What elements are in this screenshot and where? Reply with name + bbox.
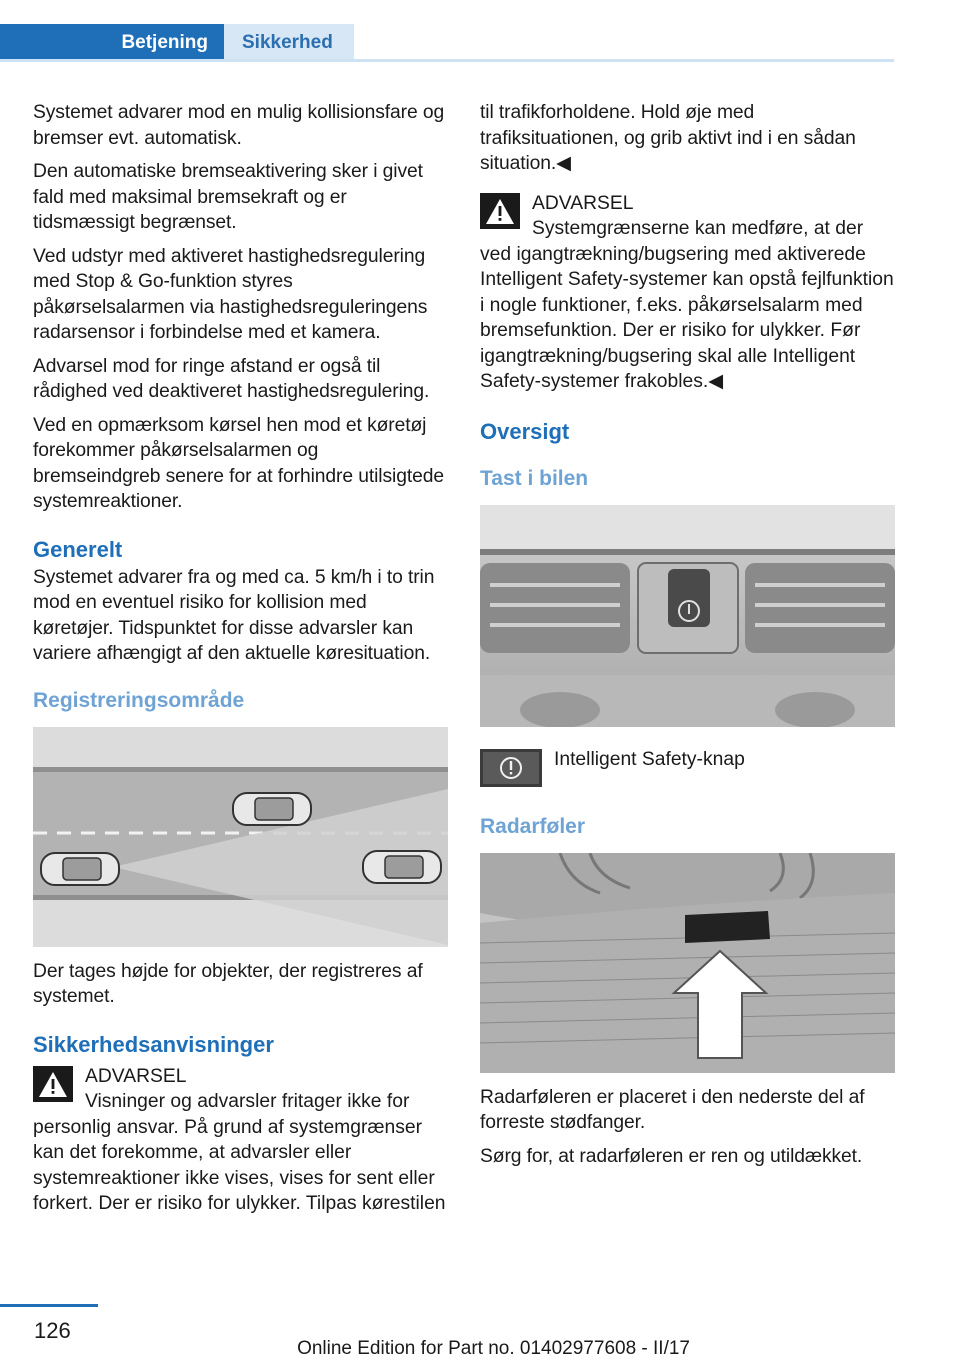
radar-sensor bbox=[685, 911, 770, 943]
paragraph: Systemet advarer mod en mulig kollisionsfare og bremser evt. automatisk. bbox=[33, 102, 445, 149]
warning-block bbox=[480, 191, 896, 395]
heading-tast-i-bilen: Tast i bilen bbox=[480, 466, 589, 490]
heading-generelt: Generelt bbox=[33, 536, 123, 562]
page-number: 126 bbox=[34, 1318, 71, 1343]
heading-oversigt: Oversigt bbox=[480, 418, 570, 444]
warning-text: Visninger og advarsler fritager ikke for personlig ansvar. På grund af systemgrænser kan det forekomme, at advarsler eller systemreaktioner ikke vises, vises for sent eller forkert. Der er risiko for ulykker. Tilpas kørestilen bbox=[33, 1091, 446, 1214]
paragraph: Sørg for, at radarføleren er ren og utildækket. bbox=[480, 1145, 863, 1167]
header-divider bbox=[0, 59, 894, 62]
dashboard-button-photo bbox=[480, 505, 895, 727]
paragraph: Advarsel mod for ringe afstand er også til rådighed ved deaktiveret hastighedsregulering. bbox=[33, 355, 430, 402]
heading-registreringsomraade: Registreringsområde bbox=[33, 688, 245, 712]
warning-triangle-icon bbox=[33, 1066, 73, 1102]
car-icon bbox=[233, 793, 311, 825]
paragraph: Ved udstyr med aktiveret hastighedsregulering med Stop & Go-funktion styres påkørselsalarmen via hastighedsreguleringens radarsensor i forbindelse med et kamera. bbox=[33, 245, 428, 343]
paragraph: til trafikforholdene. Hold øje med trafiksituationen, og grib aktivt ind i en sådan situation.◀ bbox=[480, 102, 856, 174]
paragraph: Den automatiske bremseaktivering sker i givet fald med maksimal bremsekraft og er tidsmæssigt begrænset. bbox=[33, 161, 423, 233]
tab-betjening[interactable]: Betjening bbox=[0, 24, 224, 62]
warning-text: Systemgrænserne kan medføre, at der ved igangtrækning/bugsering med aktiverede Intelligent Safety-systemer kan opstå fejlfunktion i nogle funktioner, f.eks. påkørselsalarm med bremsefunktion. Der er risiko for ulykker. Før igangtrækning/bugsering skal alle Intelligent Safety-systemer frakobles.◀ bbox=[480, 218, 894, 392]
footer-divider bbox=[0, 1304, 98, 1307]
heading-radarfoeler: Radarføler bbox=[480, 814, 586, 838]
warning-title: ADVARSEL bbox=[85, 1065, 187, 1087]
warning-block bbox=[33, 1064, 448, 1217]
edition-note: Online Edition for Part no. 01402977608 - II/17 bbox=[297, 1338, 690, 1359]
paragraph: Ved en opmærksom kørsel hen mod et køretøj forekommer påkørselsalarmen og bremseindgreb senere for at forhindre utilsigtede systemreaktioner. bbox=[33, 414, 444, 512]
tab-sikkerhed[interactable]: Sikkerhed bbox=[224, 24, 354, 59]
paragraph: Radarføleren er placeret i den nederste del af forreste stødfanger. bbox=[480, 1086, 865, 1133]
figure-caption: Der tages højde for objekter, der registreres af systemet. bbox=[33, 960, 423, 1007]
warning-title: ADVARSEL bbox=[532, 192, 634, 214]
header-tabs bbox=[0, 24, 894, 62]
car-icon bbox=[41, 853, 119, 885]
paragraph: Systemet advarer fra og med ca. 5 km/h i to trin mod en eventuel risiko for kollision med køretøjer. Tidspunktet for disse advarsler kan variere afhængigt af den aktuelle køresituation. bbox=[33, 566, 435, 664]
right-column bbox=[480, 100, 896, 1177]
car-icon bbox=[363, 851, 441, 883]
intelligent-safety-button bbox=[668, 569, 710, 627]
warning-triangle-icon bbox=[480, 193, 520, 229]
radar-sensor-photo bbox=[480, 853, 895, 1073]
heading-sikkerhedsanvisninger: Sikkerhedsanvisninger bbox=[33, 1031, 274, 1057]
button-legend bbox=[480, 745, 896, 791]
detection-area-figure bbox=[33, 727, 448, 947]
left-column bbox=[33, 100, 448, 1217]
button-legend-label: Intelligent Safety-knap bbox=[554, 748, 745, 770]
intelligent-safety-icon bbox=[480, 749, 542, 787]
